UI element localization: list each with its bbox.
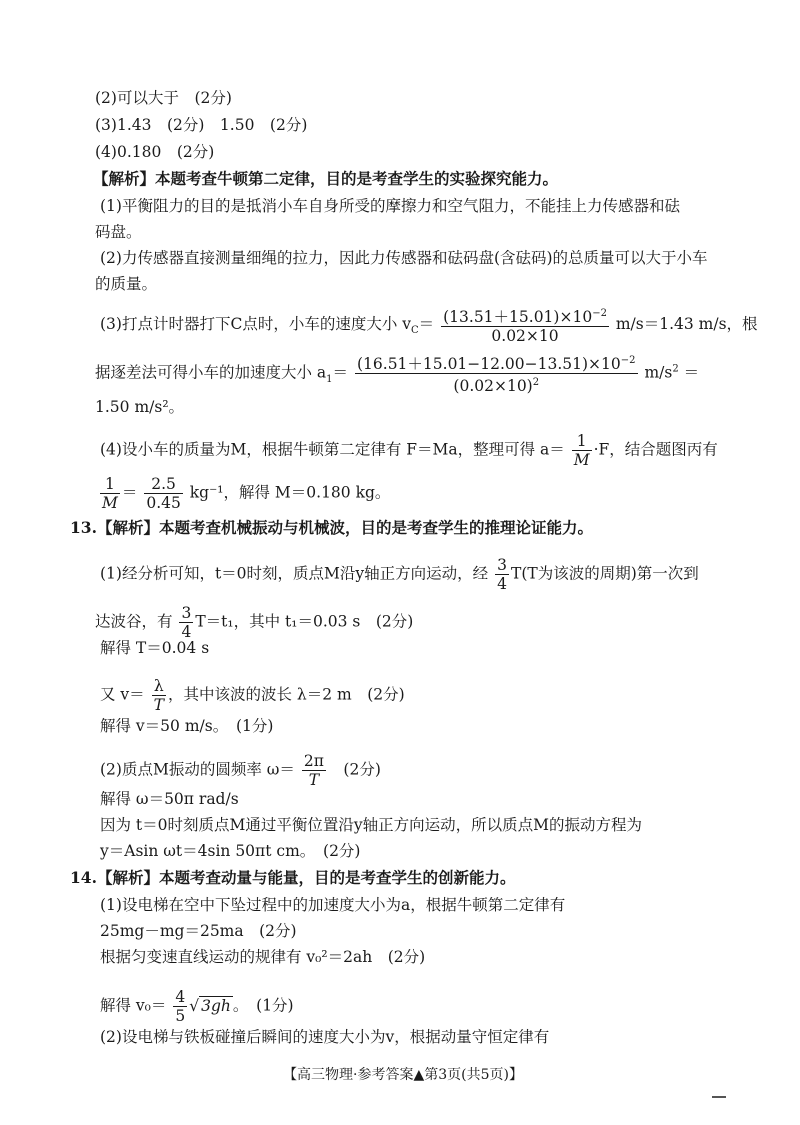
three-quarter-fraction: $\frac{3}{4}$ [497,556,507,593]
q12-p1-line1: (1)平衡阻力的目的是抵消小车自身所受的摩擦力和空气阻力，不能挂上力传感器和砝 [100,197,680,215]
q13-line8: 因为 t＝0时刻质点M通过平衡位置沿y轴正方向运动，所以质点M的振动方程为 [100,816,643,834]
q13-line4: 又 v＝ $\frac{\lambda}{T}$ ，其中该波的波长 λ＝2 m (2分) [100,677,405,714]
q13-line2: 达波谷，有 $\frac{3}{4}$ T＝t₁，其中 t₁＝0.03 s (2分) [95,604,414,641]
three-quarter-fraction-2: $\frac{3}{4}$ [181,604,192,641]
angular-frequency-fraction: $\frac{2\pi}{T}$ [303,752,324,789]
q12-p2-line2: 的质量。 [95,275,158,293]
q14-line5: (2)设电梯与铁板碰撞后瞬间的速度大小为v，根据动量守恒定律有 [100,1028,550,1046]
q13-line7: 解得 ω＝50π rad/s [100,790,239,808]
q13-line6: (2)质点M振动的圆频率 ω＝ $\frac{2\pi}{T}$ (2分) [100,752,381,789]
q13-heading: 13.【解析】本题考查机械振动与机械波，目的是考查学生的推理论证能力。 [70,518,593,537]
slope-fraction: $\frac{2.5}{0.45}$ [146,475,181,512]
q14-line3: 根据匀变速直线运动的规律有 v₀²＝2ah (2分) [100,948,426,966]
q12-p3-line: (3)打点计时器打下C点时，小车的速度大小 $v_C=$ $\frac{(13.51+15.01)\times 10^{-2}}{0.02\times 10}$ m/s＝1.43 m/s，根 [100,305,758,345]
q14-line2: 25mg－mg＝25ma (2分) [100,922,297,940]
square-root: √ 3gh [189,996,231,1015]
q13-line3: 解得 T＝0.04 s [100,639,210,657]
q14-heading: 14.【解析】本题考查动量与能量，目的是考查学生的创新能力。 [70,868,516,887]
inverse-mass-fraction: $\frac{1}{M}$ [573,432,590,469]
q14-line4: 解得 v₀＝ $\frac{4}{5}$ √ 3gh 。 (1分) [100,988,294,1025]
answer-12-4: (4)0.180 (2分) [95,143,215,161]
velocity-fraction: $\frac{(13.51+15.01)\times 10^{-2}}{0.02\times 10}$ [441,305,609,345]
corner-mark [712,1096,726,1098]
answer-12-2: (2)可以大于 (2分) [95,89,232,107]
q12-p7-line: $\frac{1}{M}$ ＝ $\frac{2.5}{0.45}$ kg⁻¹，解得 M＝0.180 kg。 [102,475,391,512]
q12-p1-line2: 码盘。 [95,223,142,241]
q13-line5: 解得 v＝50 m/s。 (1分) [100,717,274,735]
answer-12-3: (3)1.43 (2分) 1.50 (2分) [95,116,308,134]
q14-line1: (1)设电梯在空中下坠过程中的加速度大小为a，根据牛顿第二定律有 [100,896,566,914]
one-over-m-fraction: $\frac{1}{M}$ [102,475,118,512]
q13-line1: (1)经分析可知，t＝0时刻，质点M沿y轴正方向运动，经 $\frac{3}{4}$ T(T为该波的周期)第一次到 [100,556,699,593]
velocity-wavelength-fraction: $\frac{\lambda}{T}$ [153,677,164,714]
q13-line9: y＝Asin ωt＝4sin 50πt cm。 (2分) [100,842,361,860]
q12-p4-line: 据逐差法可得小车的加速度大小 $a_1=$ $\frac{(16.51+15.01-12.00-13.51)\times 10^{-2}}{(0.02\times 10)^2}$ $m/s^2$ ＝ [95,352,699,395]
q12-analysis-heading: 【解析】本题考查牛顿第二定律，目的是考查学生的实验探究能力。 [93,169,559,188]
q12-p5-line: 1.50 m/s²。 [95,398,185,416]
four-fifths-fraction: $\frac{4}{5}$ [175,988,186,1025]
q12-p6-line: (4)设小车的质量为M，根据牛顿第二定律有 F＝Ma，整理可得 a＝ $\frac{1}{M}$ ·F，结合题图丙有 [100,432,718,469]
q12-p2-line1: (2)力传感器直接测量细绳的拉力，因此力传感器和砝码盘(含砝码)的总质量可以大于小车 [100,249,708,267]
acceleration-fraction: $\frac{(16.51+15.01-12.00-13.51)\times 10^{-2}}{(0.02\times 10)^2}$ [355,352,638,395]
page-footer: 【高三物理·参考答案▲第3页(共5页)】 [283,1067,523,1083]
